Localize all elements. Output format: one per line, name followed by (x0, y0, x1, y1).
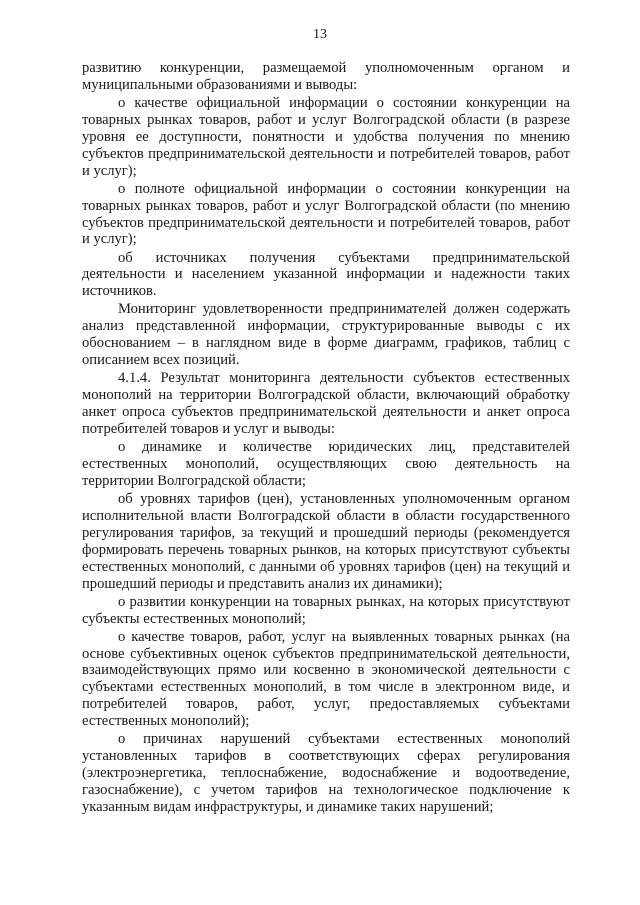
paragraph-5: Мониторинг удовлетворенности предпринимателей должен содержать анализ представленной информации, структурированные выводы с их обоснованием – в наглядном виде в форме диаграмм, графиков, таблиц с описанием всех позиций. (82, 301, 570, 369)
document-body (82, 60, 570, 817)
paragraph-11: о причинах нарушений субъектами естественных монополий установленных тарифов в соответствующих сферах регулирования (электроэнергетика, теплоснабжение, водоснабжение и водоотведение, газоснабжение), с учетом тарифов на технологическое подключение к указанным видам инфраструктуры, и динамике таких нарушений; (82, 731, 570, 815)
page-number: 13 (313, 27, 327, 42)
paragraph-7: о динамике и количестве юридических лиц, представителей естественных монополий, осуществляющих свою деятельность на территории Волгоградской области; (82, 439, 570, 489)
paragraph-4: об источниках получения субъектами предпринимательской деятельности и населением указанной информации и надежности таких источников. (82, 249, 570, 300)
paragraph-10: о качестве товаров, работ, услуг на выявленных товарных рынках (на основе субъективных оценок субъектов предпринимательской деятельности, взаимодействующих прямо или косвенно в экономической деятельности с субъектами естественных монополий, в том числе в электронном виде, и потребителей товаров, работ, услуг, предоставляемых субъектами естественных монополий); (82, 628, 570, 730)
paragraph-6: 4.1.4. Результат мониторинга деятельности субъектов естественных монополий на территории Волгоградской области, включающий обработку анкет опроса субъектов предпринимательской деятельности и анкет опроса потребителей товаров и услуг и выводы: (82, 370, 570, 437)
paragraph-9: о развитии конкуренции на товарных рынках, на которых присутствуют субъекты естественных монополий; (82, 593, 570, 627)
paragraph-8: об уровнях тарифов (цен), установленных уполномоченным органом исполнительной власти Волгоградской области в области государственного регулирования тарифов, за текущий и прошедший периоды (рекомендуется формировать перечень товарных рынков, на которых присутствуют субъекты естественных монополий, с данными об уровнях тарифов (цен) на текущий и прошедший периоды и представить анализ их динамики); (82, 490, 570, 592)
paragraph-2: о качестве официальной информации о состоянии конкуренции на товарных рынках товаров, работ и услуг Волгоградской области (в разрезе уровня ее доступности, понятности и удобства получения по мнению субъектов предпринимательской деятельности и потребителей товаров, работ и услуг); (82, 95, 570, 179)
paragraph-3: о полноте официальной информации о состоянии конкуренции на товарных рынках товаров, работ и услуг Волгоградской области (по мнению субъектов предпринимательской деятельности и потребителей товаров, работ и услуг); (82, 180, 570, 248)
paragraph-1: развитию конкуренции, размещаемой уполномоченным органом и муниципальными образованиями и выводы: (82, 60, 570, 93)
